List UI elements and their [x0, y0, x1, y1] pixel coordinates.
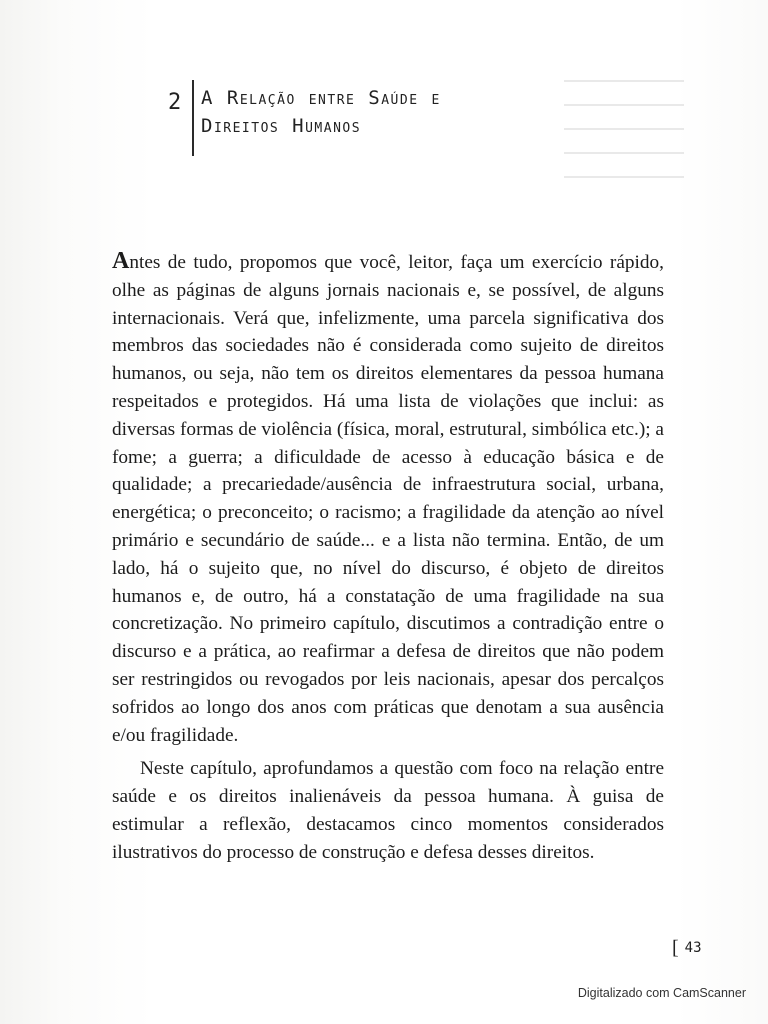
bleed-through-shadow	[564, 80, 684, 220]
chapter-title: A Relação entre Saúde e Direitos Humanos	[201, 87, 441, 137]
chapter-divider	[192, 80, 194, 156]
page-number-block	[672, 937, 702, 960]
drop-cap: A	[112, 248, 130, 274]
scanner-watermark: Digitalizado com CamScanner	[577, 986, 746, 1000]
paragraph-2: Neste capítulo, aprofundamos a questão com foco na relação entre saúde e os direitos inalienáveis da pessoa humana. À guisa de estimular a reflexão, destacamos cinco momentos considerados ilustrativos do processo de construção e defesa desses direitos.	[112, 758, 664, 863]
page-number: 43	[684, 940, 702, 956]
paragraph-1-text: ntes de tudo, propomos que você, leitor, faça um exercício rápido, olhe as páginas de alguns jornais nacionais e, se possível, de alguns internacionais. Verá que, infelizmente, uma parcela significativa dos membros das sociedades não é considerada como sujeito de direitos humanos, ou seja, não tem os direitos elementares da pessoa humana respeitados e protegidos. Há uma lista de violações que inclui: as diversas formas de violência (física, moral, estrutural, simbólica etc.); a fome; a guerra; a dificuldade de acesso à educação básica e de qualidade; a precariedade/ausência de infraestrutura social, urbana, energética; o preconceito; o racismo; a fragilidade da atenção ao nível primário e secundário de saúde... e a lista não termina. Então, de um lado, há o sujeito que, no nível do discurso, é objeto de direitos humanos e, de outro, há a constatação de uma fragilidade na sua concretização. No primeiro capítulo, discutimos a contradição entre o discurso e a prática, ao reafirmar a defesa de direitos que não podem ser restringidos ou revogados por leis nacionais, apesar dos percalços sofridos ao longo dos anos com práticas que denotam a sua ausência e/ou fragilidade.	[112, 252, 664, 746]
paragraph-1	[112, 248, 664, 749]
page-bracket: [	[672, 937, 679, 959]
body-text	[112, 248, 664, 867]
chapter-number: 2	[168, 90, 182, 115]
